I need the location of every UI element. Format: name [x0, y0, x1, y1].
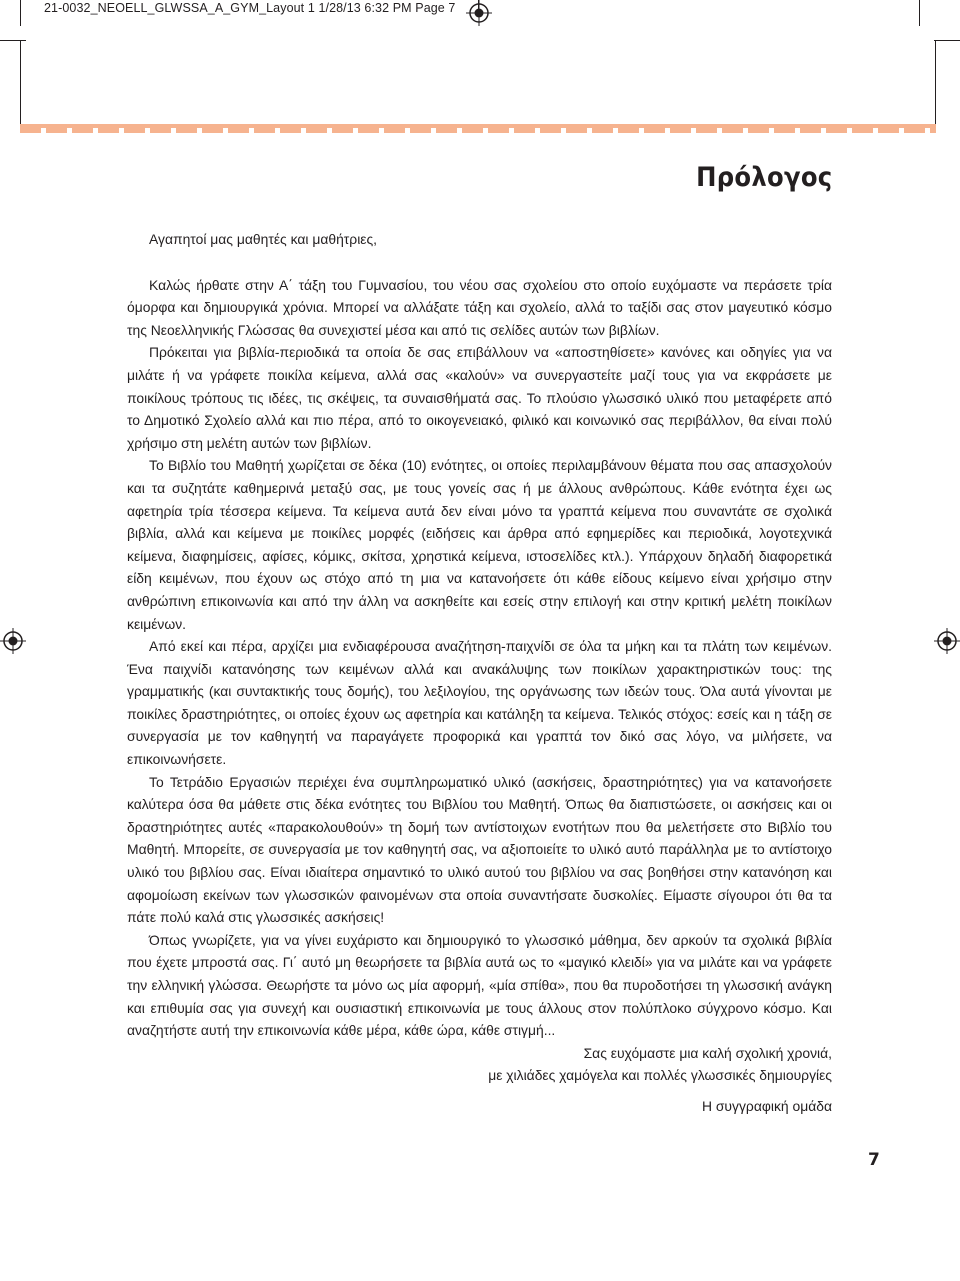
- crop-mark-right-top-h: [935, 40, 936, 128]
- author-signature: Η συγγραφική ομάδα: [701, 1097, 832, 1114]
- paragraph: Πρόκειται για βιβλία-περιοδικά τα οποία δε σας επιβάλλουν να «αποστηθίσετε» κανόνες και οδηγίες για να μιλάτε ή να γράφετε ποικίλα κείμενα, αλλά σας «καλούν» να συνεργαστείτε μαζί τους για να εκφράσετε με ποικίλους τρόπους τις ιδέες, τις σκέψεις, τα συναισθήματά σας. Το πλούσιο γλωσσικό υλικό που μεταφέρετε από το Δημοτικό Σχολείο αλλά και πιο πέρα, από το οικογενειακό, φιλικό και κοινωνικό σας περιβάλλον, θα είναι πολύ χρήσιμο στη μελέτη αυτών των βιβλίων.: [127, 344, 832, 451]
- closing-line: Σας ευχόμαστε μια καλή σχολική χρονιά,: [583, 1044, 832, 1061]
- paragraph: Καλώς ήρθατε στην Α΄ τάξη του Γυμνασίου, του νέου σας σχολείου στο οποίο ευχόμαστε να περάσετε τρία όμορφα και δημιουργικά χρόνια. Μπορεί να αλλάξατε τάξη και σχολείο, αλλά το ταξίδι σας στον μαγευτικό κόσμο της Νεοελληνικής Γλώσσας θα συνεχιστεί μέσα και από τις σελίδες αυτών των βιβλίων.: [127, 276, 832, 338]
- page-number: 7: [868, 1150, 880, 1170]
- crop-mark-top-right-v: [919, 0, 920, 26]
- crop-mark-left-top-h: [20, 40, 21, 128]
- print-slug: 21-0032_NEOELL_GLWSSA_A_GYM_Layout 1 1/28/13 6:32 PM Page 7: [44, 1, 456, 15]
- paragraph: Από εκεί και πέρα, αρχίζει μια ενδιαφέρουσα αναζήτηση-παιχνίδι σε όλα τα μήκη και τα πλάτη των κειμένων. Ένα παιχνίδι κατανόησης των κειμένων αλλά και ανακάλυψης των ποικίλων χαρακτηριστικών τους: της γραμματικής (και συντακτικής τους δομής), του λεξιλογίου, της οργάνωσης των ιδεών τους. Όλα αυτά γίνονται με ποικίλες δραστηριότητες, οι οποίες έχουν ως αφετηρία και κατάληξη τα κείμενα. Τελικός στόχος: εσείς και η τάξη σε συνεργασία με τον καθηγητή να παραγάγετε προφορικά και γραπτά τον δικό σας λόγο, να μιλήσετε, να επικοινωνήσετε.: [127, 638, 832, 768]
- paragraph: Το Βιβλίο του Μαθητή χωρίζεται σε δέκα (10) ενότητες, οι οποίες περιλαμβάνουν θέματα που σας απασχολούν και τα συζητάτε καθημερινά μεταξύ σας, με τους γονείς σας ή με άλλους ανθρώπους. Κάθε ενότητα έχει ως αφετηρία τρία τέσσερα κείμενα. Τα κείμενα αυτά δεν είναι μόνο τα γραπτά κείμενα που συναντάτε σε σχολικά βιβλία, αλλά και κείμενα με ποικίλες μορφές (ειδήσεις και άρθρα από εφημερίδες και περιοδικά, λογοτεχνικά κείμενα, διαφημίσεις, αφίσες, κόμικς, σκίτσα, χρηστικά κείμενα, ιστοσελίδες κτλ.). Υπάρχουν δηλαδή διαφορετικά είδη κειμένων, που έχουν ως στόχο από τη μια να κατανοήσετε ότι κάθε είδους κείμενο είναι χρήσιμο στην ανθρώπινη επικοινωνία και από την άλλη να ασκηθείτε και εσείς στην επιλογή και στην κριτική μελέτη ποικίλων κειμένων.: [127, 457, 832, 632]
- paragraph: Το Τετράδιο Εργασιών περιέχει ένα συμπληρωματικό υλικό (ασκήσεις, δραστηριότητες) για να κατανοήσετε καλύτερα όσα θα μάθετε στις δέκα ενότητες του Βιβλίου του Μαθητή. Όπως θα διαπιστώσετε, οι ασκήσεις και οι δραστηριότητες αυτές «παρακολουθούν» τη δομή των αντίστοιχων ενοτήτων που θα μελετήσετε στο Βιβλίο του Μαθητή. Μπορείτε, σε συνεργασία με τον καθηγητή σας, να αξιοποιείτε το υλικό αυτό παράλληλα με το αντίστοιχο υλικό του βιβλίου σας. Είναι ιδιαίτερα σημαντικό το υλικό αυτού του βιβλίου να σας βοηθήσει στην κατανόηση και αφομοίωση εκείνων των γλωσσικών φαινομένων στα οποία συναντήσατε δυσκολίες. Είμαστε σίγουροι ότι θα τα πάτε πολύ καλά στις γλωσσικές ασκήσεις!: [127, 773, 832, 926]
- crop-mark-top-right-h: [934, 40, 960, 41]
- closing-line: με χιλιάδες χαμόγελα και πολλές γλωσσικές δημιουργίες: [488, 1067, 832, 1084]
- prologue-body: [127, 228, 832, 1118]
- decorative-band-dashed: [20, 124, 936, 133]
- crop-mark-top-left-v: [20, 0, 21, 26]
- greeting: Αγαπητοί μας μαθητές και μαθήτριες,: [149, 231, 378, 247]
- registration-mark-icon: [0, 628, 26, 654]
- crop-mark-top-left-h: [0, 40, 26, 41]
- registration-mark-icon: [934, 628, 960, 654]
- page-title: Πρόλογος: [695, 162, 832, 193]
- paragraph: Όπως γνωρίζετε, για να γίνει ευχάριστο και δημιουργικό το γλωσσικό μάθημα, δεν αρκούν τα σχολικά βιβλία που έχετε μπροστά σας. Γι΄ αυτό μη θεωρήσετε τα βιβλία αυτά ως το «μαγικό κλειδί» για να μιλάτε και να γράφετε την ελληνική γλώσσα. Θεωρήστε τα μόνο ως μία αφορμή, «μία σπίθα», που θα πυροδοτήσει τη γλωσσική ανάγκη και επιθυμία σας για συνεχή και ουσιαστική επικοινωνία με τους άλλους στον πολύπλοκο σύγχρονο κόσμο. Και αναζητήστε αυτή την επικοινωνία κάθε μέρα, κάθε ώρα, κάθε στιγμή...: [127, 931, 832, 1039]
- registration-mark-icon: [466, 0, 492, 26]
